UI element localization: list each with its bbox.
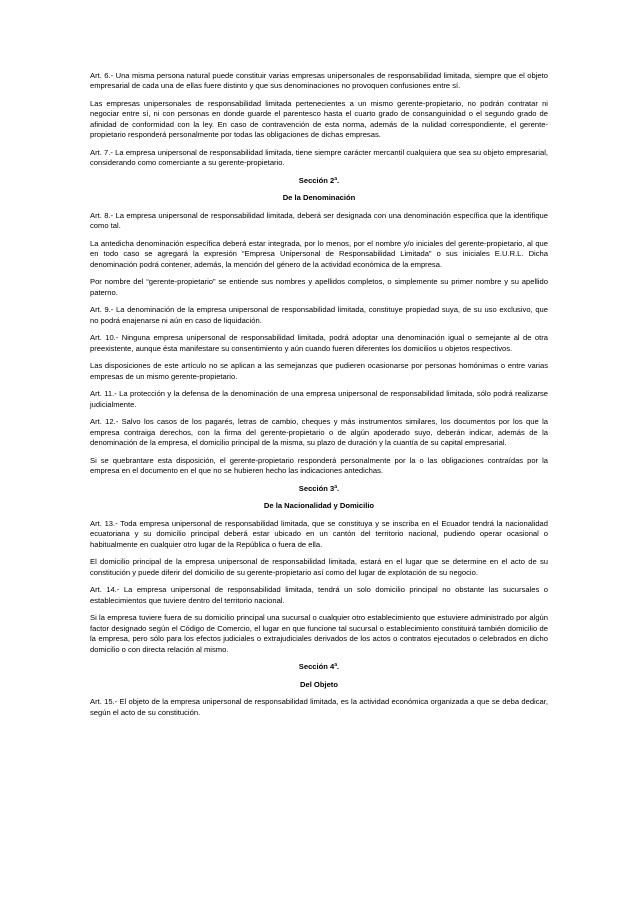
section-4-number: Sección 4ª. [298,662,340,672]
paragraph-art-8: Art. 8.- La empresa unipersonal de responsabilidad limitada, deberá ser designada con una denominación específica que la identifique como tal. [90,211,548,231]
paragraph-art-12: Art. 12.- Salvo los casos de los pagarés, letras de cambio, cheques y más instrumentos similares, los documentos por los que la empresa contraiga derechos, con la firma del gerente-propietario o de algún apoderado suyo, deberán indicar, además de la denominación de la empresa, el domicilio principal de la misma, su plazo de duración y la cuantía de su capital empresarial. [90,417,548,448]
paragraph-art-8-nombre: Por nombre del “gerente-propietario” se entiende sus nombres y apellidos completos, o simplemente su primer nombre y su apellido paterno. [90,277,548,297]
paragraph-art-15: Art. 15.- El objeto de la empresa unipersonal de responsabilidad limitada, es la actividad económica organizada a que se deba dedicar, según el acto de su constitución. [90,697,548,717]
section-3-number: Sección 3ª. [298,483,340,493]
paragraph-art-6-contratar: Las empresas unipersonales de responsabilidad limitada pertenecientes a un mismo gerente-propietario, no podrán contratar ni negociar entre sí, ni con personas en donde guarde el parentesco hasta el cuarto grado de consanguinidad o el segundo grado de afinidad de conformidad con la ley. En caso de contravención de esta norma, además de la nulidad correspondiente, el gerente-propietario responderá personalmente por todas las obligaciones de dichas empresas. [90,99,548,140]
paragraph-art-10: Art. 10.- Ninguna empresa unipersonal de responsabilidad limitada, podrá adoptar una denominación igual o semejante al de otra preexistente, aunque ésta manifestare su consentimiento y aún cuando fueren diferentes los domicilios u objetos respectivos. [90,333,548,353]
paragraph-art-8-denominacion: La antedicha denominación específica deberá estar integrada, por lo menos, por el nombre y/o iniciales del gerente-propietario, al que en todo caso se agregará la expresión “Empresa Unipersonal de Responsabilidad Limitada” o sus iniciales E.U.R.L. Dicha denominación podrá contener, además, la mención del género de la actividad económica de la empresa. [90,239,548,269]
paragraph-art-12-quebrantare: Si se quebrantare esta disposición, el gerente-propietario responderá personalmente por la o las obligaciones contraídas por la empresa en el documento en el que no se hubieren hecho las indicaciones antedichas. [90,455,548,476]
paragraph-art-10-disposiciones: Las disposiciones de este artículo no se aplican a las semejanzas que pudieren ocasionarse por personas homónimas o entre varias empresas de un mismo gerente-propietario. [90,361,548,381]
section-4-title: Del Objeto [300,679,338,689]
paragraph-art-13-domicilio: El domicilio principal de la empresa unipersonal de responsabilidad limitada, estará en el lugar que se determine en el acto de su constitución y puede diferir del domicilio de su gerente-propietario así como del lugar de explotación de su negocio. [90,557,548,577]
document-page [90,71,548,725]
section-2-title: De la Denominación [282,193,356,203]
paragraph-art-14: Art. 14.- La empresa unipersonal de responsabilidad limitada, tendrá un solo domicilio principal no obstante las sucursales o establecimientos que tuviere dentro del territorio nacional. [90,585,548,605]
paragraph-art-14-sucursal: Si la empresa tuviere fuera de su domicilio principal una sucursal o cualquier otro establecimiento que estuviere administrado por algún factor designado según el Código de Comercio, el lugar en que funcione tal sucursal o establecimiento constituirá también domicilio de la empresa, pero sólo para los efectos judiciales o extrajudiciales derivados de los actos o contratos ejecutados o celebrados en dicho domicilio o con directa relación al mismo. [90,613,548,654]
paragraph-art-7: Art. 7.- La empresa unipersonal de responsabilidad limitada, tiene siempre carácter mercantil cualquiera que sea su objeto empresarial, considerando como comerciante a su gerente-propietario. [90,147,548,168]
paragraph-art-11: Art. 11.- La protección y la defensa de la denominación de una empresa unipersonal de responsabilidad limitada, sólo podrá realizarse judicialmente. [90,389,548,409]
paragraph-art-9: Art. 9.- La denominación de la empresa unipersonal de responsabilidad limitada, constituye propiedad suya, de su uso exclusivo, que no podrá enajenarse ni aún en caso de liquidación. [90,305,548,325]
section-2-number: Sección 2ª. [298,175,340,185]
section-3-title: De la Nacionalidad y Domicilio [263,501,375,511]
paragraph-art-6: Art. 6.- Una misma persona natural puede constituir varias empresas unipersonales de responsabilidad limitada, siempre que el objeto empresarial de cada una de ellas fuere distinto y que sus denominaciones no provoquen confusiones entre sí. [90,71,548,91]
paragraph-art-13: Art. 13.- Toda empresa unipersonal de responsabilidad limitada, que se constituya y se inscriba en el Ecuador tendrá la nacionalidad ecuatoriana y su domicilio principal deberá estar ubicado en un cantón del territorio nacional, pudiendo operar ocasional o habitualmente en cualquier otro lugar de la República o fuera de ella. [90,519,548,549]
